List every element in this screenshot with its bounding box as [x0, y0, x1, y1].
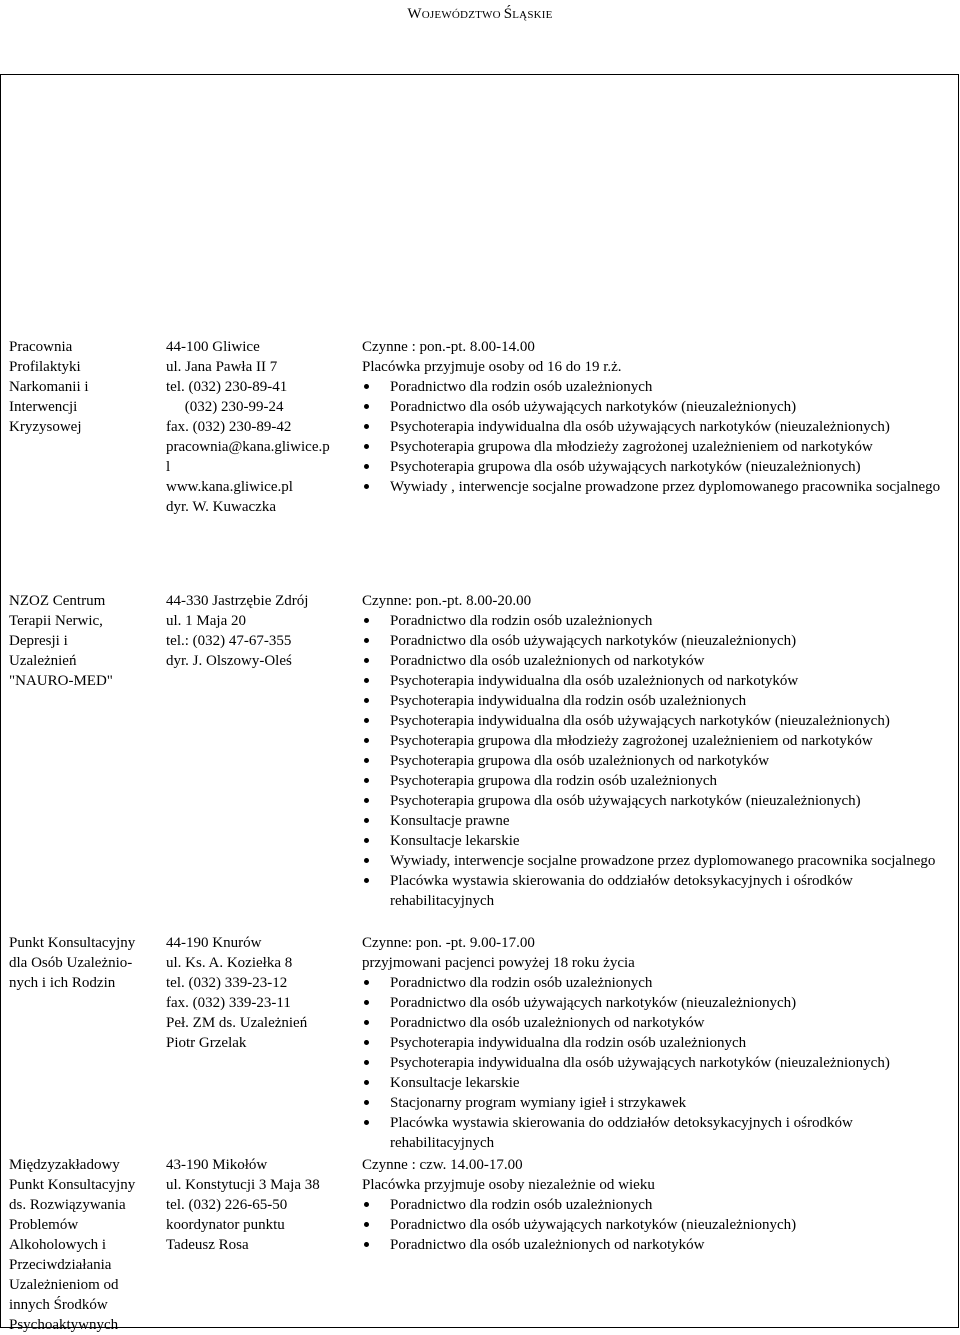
opening-info-line: Czynne : czw. 14.00-17.00 [362, 1157, 523, 1173]
opening-info-line: Czynne : pon.-pt. 8.00-14.00 [362, 339, 535, 355]
contact-line: dyr. W. Kuwaczka [166, 499, 276, 515]
list-item: Poradnictwo dla osób używających narkotyków (nieuzależnionych) [362, 397, 952, 417]
facility-contact [166, 337, 348, 517]
facility-name [9, 337, 157, 437]
list-item: Wywiady, interwencje socjalne prowadzone przez dyplomowanego pracownika socjalnego [362, 851, 952, 871]
list-item: Poradnictwo dla osób uzależnionych od narkotyków [362, 1013, 952, 1033]
facility-contact [166, 933, 348, 1053]
services-list [362, 1195, 952, 1255]
contact-line: fax. (032) 230-89-42 [166, 419, 292, 435]
contact-line: 44-190 Knurów [166, 935, 262, 951]
contact-line: dyr. J. Olszowy-Oleś [166, 653, 292, 669]
facility-name-line: Uzależnieniom od [9, 1277, 119, 1293]
list-item: Psychoterapia grupowa dla rodzin osób uzależnionych [362, 771, 952, 791]
list-item: Poradnictwo dla rodzin osób uzależnionych [362, 1195, 952, 1215]
contact-line: koordynator punktu [166, 1217, 285, 1233]
header-small-caps-1: OJEWÓDZTWO [421, 9, 504, 21]
facility-contact [166, 1155, 348, 1255]
facility-name-line: Narkomanii i [9, 379, 89, 395]
contact-line: ul. Konstytucji 3 Maja 38 [166, 1177, 320, 1193]
contact-line: tel. (032) 230-89-41 [166, 379, 288, 395]
facility-services [362, 933, 952, 1153]
facility-name-line: Interwencji [9, 399, 78, 415]
list-item: Psychoterapia indywidualna dla rodzin osób uzależnionych [362, 691, 952, 711]
list-item: Poradnictwo dla osób uzależnionych od narkotyków [362, 1235, 952, 1255]
contact-line: Piotr Grzelak [166, 1035, 247, 1051]
contact-line: 44-330 Jastrzębie Zdrój [166, 593, 309, 609]
opening-info-line: przyjmowani pacjenci powyżej 18 roku życia [362, 955, 635, 971]
list-item: Placówka wystawia skierowania do oddziałów detoksykacyjnych i ośrodków rehabilitacyjnych [362, 1113, 952, 1153]
facility-contact [166, 591, 348, 671]
facility-name-line: Terapii Nerwic, [9, 613, 103, 629]
list-item: Poradnictwo dla rodzin osób uzależnionych [362, 377, 952, 397]
facility-name-line: Punkt Konsultacyjny [9, 935, 136, 951]
list-item: Psychoterapia grupowa dla osób używających narkotyków (nieuzależnionych) [362, 791, 952, 811]
facility-name-line: Międzyzakładowy [9, 1157, 120, 1173]
contact-line: tel. (032) 339-23-12 [166, 975, 288, 991]
list-item: Psychoterapia grupowa dla osób używających narkotyków (nieuzależnionych) [362, 457, 952, 477]
facility-name-line: ds. Rozwiązywania [9, 1197, 126, 1213]
facility-name-line: Pracownia [9, 339, 73, 355]
contact-line: ul. Jana Pawła II 7 [166, 359, 278, 375]
list-item: Poradnictwo dla osób uzależnionych od narkotyków [362, 651, 952, 671]
list-item: Wywiady , interwencje socjalne prowadzone przez dyplomowanego pracownika socjalnego [362, 477, 952, 497]
facility-name-line: "NAURO-MED" [9, 673, 113, 689]
facility-name-line: Kryzysowej [9, 419, 82, 435]
facility-name-line: nych i ich Rodzin [9, 975, 116, 991]
list-item: Psychoterapia indywidualna dla rodzin osób uzależnionych [362, 1033, 952, 1053]
facility-name-line: Problemów [9, 1217, 79, 1233]
facility-name-line: Depresji i [9, 633, 68, 649]
facility-name-line: innych Środków [9, 1297, 108, 1313]
facility-name [9, 1155, 157, 1335]
services-list [362, 611, 952, 911]
facility-name-line: Przeciwdziałania [9, 1257, 112, 1273]
header-small-caps-2: LĄSKIE [512, 9, 553, 21]
facility-name [9, 591, 157, 691]
contact-line: tel. (032) 226-65-50 [166, 1197, 288, 1213]
facility-services [362, 1155, 952, 1255]
contact-line: (032) 230-99-24 [166, 399, 284, 415]
contact-line: tel.: (032) 47-67-355 [166, 633, 292, 649]
list-item: Konsultacje lekarskie [362, 831, 952, 851]
opening-info-line: Placówka przyjmuje osoby niezależnie od wieku [362, 1177, 655, 1193]
list-item: Poradnictwo dla osób używających narkotyków (nieuzależnionych) [362, 1215, 952, 1235]
facility-name [9, 933, 157, 993]
list-item: Psychoterapia grupowa dla osób uzależnionych od narkotyków [362, 751, 952, 771]
list-item: Stacjonarny program wymiany igieł i strzykawek [362, 1093, 952, 1113]
contact-line: 44-100 Gliwice [166, 339, 260, 355]
opening-info-line: Czynne: pon. -pt. 9.00-17.00 [362, 935, 535, 951]
facility-services [362, 591, 952, 911]
header-initial: W [407, 6, 422, 22]
facility-name-line: Punkt Konsultacyjny [9, 1177, 136, 1193]
list-item: Psychoterapia grupowa dla młodzieży zagrożonej uzależnieniem od narkotyków [362, 437, 952, 457]
services-list [362, 973, 952, 1153]
contact-line: fax. (032) 339-23-11 [166, 995, 291, 1011]
list-item: Konsultacje prawne [362, 811, 952, 831]
list-item: Psychoterapia indywidualna dla osób używających narkotyków (nieuzależnionych) [362, 417, 952, 437]
facility-name-line: Alkoholowych i [9, 1237, 107, 1253]
list-item: Psychoterapia indywidualna dla osób używających narkotyków (nieuzależnionych) [362, 1053, 952, 1073]
opening-info-line: Czynne: pon.-pt. 8.00-20.00 [362, 593, 532, 609]
contact-line: l [166, 459, 171, 475]
facility-name-line: NZOZ Centrum [9, 593, 106, 609]
facility-services [362, 337, 952, 497]
list-item: Psychoterapia indywidualna dla osób używających narkotyków (nieuzależnionych) [362, 711, 952, 731]
facility-name-line: Uzależnień [9, 653, 77, 669]
list-item: Konsultacje lekarskie [362, 1073, 952, 1093]
opening-info-line: Placówka przyjmuje osoby od 16 do 19 r.ż. [362, 359, 622, 375]
page-header [0, 4, 960, 25]
contact-line: 43-190 Mikołów [166, 1157, 268, 1173]
list-item: Placówka wystawia skierowania do oddziałów detoksykacyjnych i ośrodków rehabilitacyjnych [362, 871, 952, 911]
list-item: Poradnictwo dla osób używających narkotyków (nieuzależnionych) [362, 993, 952, 1013]
list-item: Psychoterapia indywidualna dla osób uzależnionych od narkotyków [362, 671, 952, 691]
list-item: Poradnictwo dla osób używających narkotyków (nieuzależnionych) [362, 631, 952, 651]
contact-line: www.kana.gliwice.pl [166, 479, 293, 495]
list-item: Poradnictwo dla rodzin osób uzależnionych [362, 973, 952, 993]
contact-line: pracownia@kana.gliwice.p [166, 439, 330, 455]
contact-line: ul. Ks. A. Koziełka 8 [166, 955, 293, 971]
facility-name-line: Profilaktyki [9, 359, 81, 375]
list-item: Poradnictwo dla rodzin osób uzależnionych [362, 611, 952, 631]
facility-name-line: Psychoaktywnych [9, 1317, 119, 1333]
services-list [362, 377, 952, 497]
contact-line: ul. 1 Maja 20 [166, 613, 246, 629]
contact-line: Peł. ZM ds. Uzależnień [166, 1015, 308, 1031]
header-initial-2: Ś [503, 6, 513, 22]
contact-line: Tadeusz Rosa [166, 1237, 249, 1253]
facility-name-line: dla Osób Uzależnio- [9, 955, 133, 971]
list-item: Psychoterapia grupowa dla młodzieży zagrożonej uzależnieniem od narkotyków [362, 731, 952, 751]
